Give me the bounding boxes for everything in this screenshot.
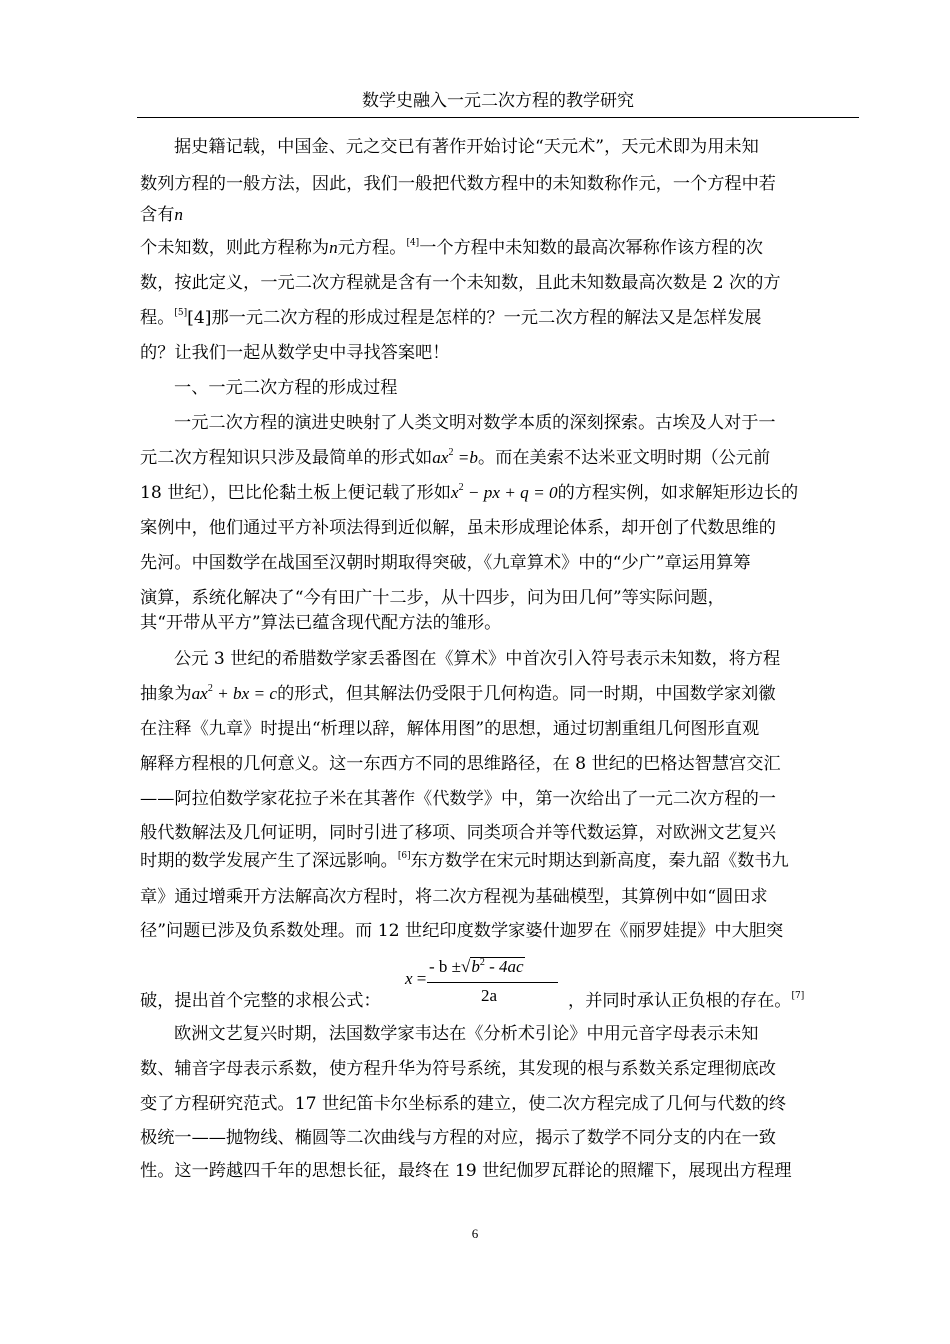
header-rule — [137, 117, 859, 118]
text-span: ，并同时承认正负根的存在。 — [568, 991, 792, 1011]
text-span: 抽象为 — [140, 684, 192, 704]
text-line: 欧洲文艺复兴时期，法国数学家韦达在《分析术引论》中用元音字母表示未知 — [174, 1024, 759, 1044]
section-heading: 一、一元二次方程的形成过程 — [174, 378, 398, 398]
text-line: 演算，系统化解决了“今有田广十二步，从十四步，问为田几何”等实际问题， — [140, 588, 725, 608]
text-span: 个未知数，则此方程称为 — [140, 238, 330, 258]
text-line: 公元 3 世纪的希腊数学家丢番图在《算术》中首次引入符号表示未知数，将方程 — [174, 649, 781, 669]
text-line: 在注释《九章》时提出“析理以辞，解体用图”的思想，通过切割重组几何图形直观 — [140, 719, 760, 739]
text-line: 般代数解法及几何证明，同时引进了移项、同类项合并等代数运算，对欧洲文艺复兴 — [140, 823, 776, 843]
text-span: 时期的数学发展产生了深远影响。 — [140, 851, 398, 871]
text-span: 元方程。 — [337, 238, 407, 258]
citation: [5] — [174, 308, 188, 318]
text-line: 的？让我们一起从数学史中寻找答案吧！ — [140, 343, 450, 363]
text-span: 的形式，但其解法仍受限于几何构造。同一时期，中国数学家刘徽 — [277, 684, 776, 704]
text-span: 破，提出首个完整的求根公式： — [140, 991, 381, 1011]
radical-sign: √ — [461, 957, 471, 976]
text-span: 程。 — [140, 308, 175, 328]
text-line: 案例中，他们通过平方补项法得到近似解，虽未形成理论体系，却开创了代数思维的 — [140, 518, 776, 538]
text-span: 的方程实例，如求解矩形边长的 — [557, 483, 799, 503]
citation: [4] — [406, 238, 420, 248]
text-span: [4]那一元二次方程的形成过程是怎样的？一元二次方程的解法又是怎样发展 — [187, 308, 762, 328]
text-span: 18 世纪），巴比伦黏土板上便记载了形如 — [140, 483, 451, 503]
text-line: 先河。中国数学在战国至汉朝时期取得突破，《九章算术》中的“少广”章运用算筹 — [140, 553, 751, 573]
math-n: n — [174, 205, 183, 224]
text-line: ——阿拉伯数学家花拉子米在其著作《代数学》中，第一次给出了一元二次方程的一 — [140, 789, 776, 809]
text-span: 元二次方程知识只涉及最简单的形式如 — [140, 448, 433, 468]
text-span: 含有 — [140, 205, 175, 225]
text-line: 变了方程研究范式。17 世纪笛卡尔坐标系的建立，使二次方程完成了几何与代数的终 — [140, 1094, 787, 1114]
text-line — [140, 235, 860, 261]
text-span: 。而在美索不达米亚文明时期（公元前 — [477, 448, 771, 468]
fraction-bar — [427, 982, 558, 983]
page-number: 6 — [471, 1226, 479, 1241]
citation: [7] — [791, 991, 805, 1001]
text-line — [140, 202, 860, 228]
text-line: 数列方程的一般方法，因此，我们一般把代数方程中的未知数称作元，一个方程中若 — [140, 174, 776, 194]
radicand: $b^2 - 4ac$ — [471, 957, 524, 976]
text-line: 其“开带从平方”算法已蕴含现代配方法的雏形。 — [140, 613, 502, 633]
text-line — [568, 988, 860, 1014]
text-line: 性。这一跨越四千年的思想长征，最终在 19 世纪伽罗瓦群论的照耀下，展现出方程理 — [140, 1161, 792, 1181]
text-line: 一元二次方程的演进史映射了人类文明对数学本质的深刻探索。古埃及人对于一 — [174, 413, 776, 433]
quadratic-formula — [405, 952, 565, 1012]
text-line — [140, 445, 860, 471]
text-line: 章》通过增乘开方法解高次方程时，将二次方程视为基础模型，其算例中如“圆田求 — [140, 887, 768, 907]
citation: [6] — [397, 851, 411, 861]
math-inline: $x^2$ − px + q = 0 — [450, 482, 558, 502]
text-line: 极统一——抛物线、椭圆等二次曲线与方程的对应，揭示了数学不同分支的内在一致 — [140, 1128, 776, 1148]
text-line: 径”问题已涉及负系数处理。而 12 世纪印度数学家婆什迦罗在《丽罗娃提》中大胆突 — [140, 921, 784, 941]
text-line: 解释方程根的几何意义。这一东西方不同的思维路径，在 8 世纪的巴格达智慧宫交汇 — [140, 754, 781, 774]
text-line — [140, 480, 860, 506]
formula-numerator: - $b \pm√b^2 - 4ac$ — [429, 957, 524, 976]
running-header: 数学史融入一元二次方程的教学研究 — [362, 91, 634, 111]
math-inline: $ax^2$ + bx = c — [191, 683, 278, 703]
text-line — [140, 848, 860, 874]
formula-denominator: 2a — [481, 986, 498, 1005]
text-line: 据史籍记载，中国金、元之交已有著作开始讨论“天元术”，天元术即为用未知 — [174, 137, 759, 157]
text-line — [140, 305, 860, 331]
math-inline: $ax^2 =b$ — [432, 447, 478, 467]
text-span: 东方数学在宋元时期达到新高度，秦九韶《数书九 — [410, 851, 789, 871]
text-line: 数、辅音字母表示系数，使方程升华为符号系统，其发现的根与系数关系定理彻底改 — [140, 1059, 776, 1079]
text-span: 一个方程中未知数的最高次幂称作该方程的次 — [419, 238, 763, 258]
formula-lhs: x = — [405, 969, 427, 988]
text-line — [140, 681, 860, 707]
math-n: n — [329, 238, 338, 257]
text-line: 数，按此定义，一元二次方程就是含有一个未知数，且此未知数最高次数是 2 次的方 — [140, 273, 781, 293]
